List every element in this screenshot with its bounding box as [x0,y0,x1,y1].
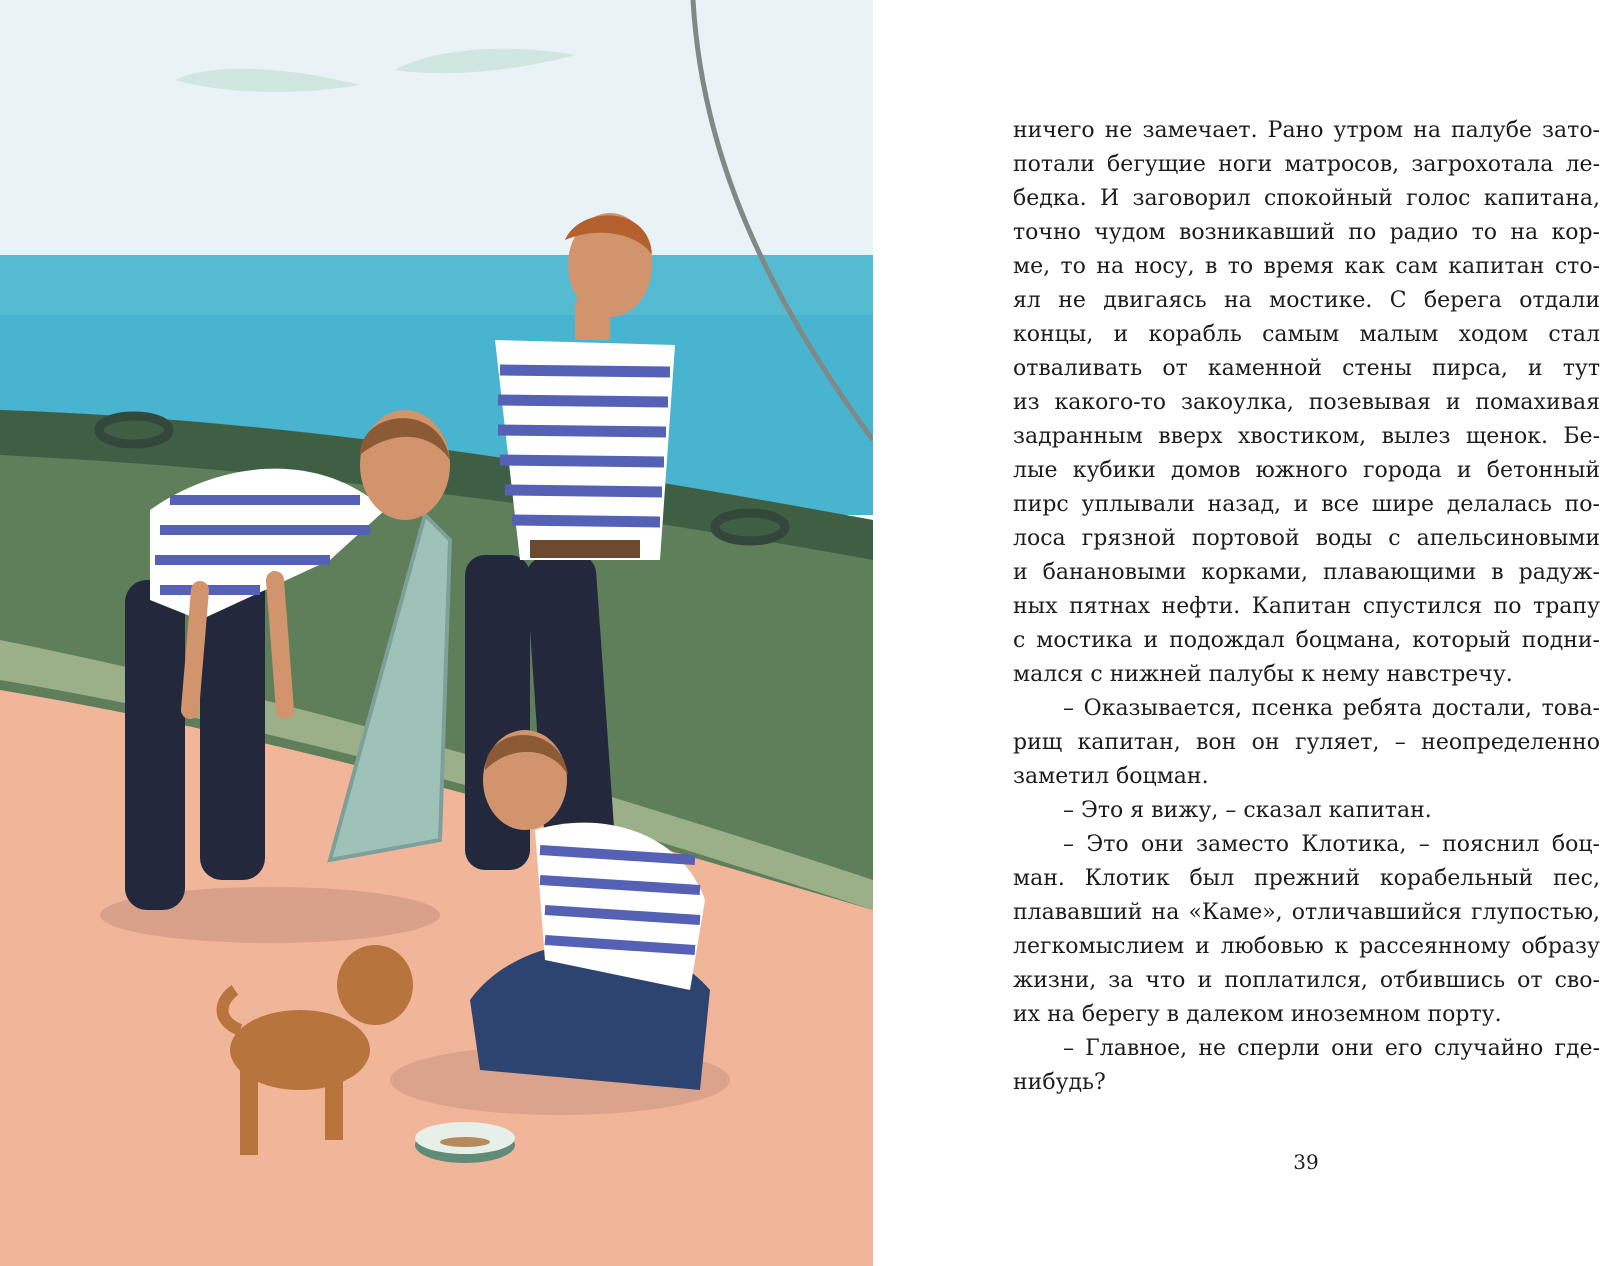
text-line: ных пятнах нефти. Капитан спустился по трапу [1013,594,1600,619]
page-number: 39 [1293,1150,1319,1174]
text-line: и банановыми корками, плавающими в радуж- [1013,560,1600,585]
text-line: лые кубики домов южного города и бетонный [1013,458,1600,483]
text-line: отваливать от каменной стены пирса, и тут [1013,356,1600,381]
text-line: – Это они заместо Клотика, – пояснил боц- [1063,832,1600,857]
text-line: точно чудом возникавший по радио то на кор- [1013,220,1600,245]
text-line: жизни, за что и поплатился, отбившись от сво- [1013,968,1600,993]
text-line: задранным вверх хвостиком, вылез щенок. Бе- [1013,424,1600,449]
text-page [1013,114,1600,1100]
text-line: – Оказывается, псенка ребята достали, това- [1063,696,1600,721]
text-line: плававший на «Каме», отличавшийся глупостью, [1013,900,1600,925]
text-line: из какого-то закоулка, позевывая и помахивая [1013,390,1600,415]
text-line: мался с нижней палубы к нему навстречу. [1013,662,1513,687]
text-line: рищ капитан, вон он гуляет, – неопределенно [1013,730,1600,755]
text-line: пирс уплывали назад, и все шире делалась по- [1013,492,1600,517]
text-line: нибудь? [1013,1070,1106,1095]
text-line: бедка. И заговорил спокойный голос капитана, [1013,186,1600,211]
sky [0,0,873,262]
text-line: – Это я вижу, – сказал капитан. [1063,798,1432,823]
text-line: потали бегущие ноги матросов, загрохотала ле- [1013,152,1600,177]
text-line: ял не двигаясь на мостике. С берега отдали [1013,288,1600,313]
text-line: их на берегу в далеком иноземном порту. [1013,1002,1502,1027]
text-line: с мостика и подождал боцмана, который подни- [1013,628,1600,653]
text-line: ме, то на носу, в то время как сам капитан сто- [1013,254,1600,279]
text-line: ман. Клотик был прежний корабельный пес, [1013,866,1600,891]
text-line: концы, и корабль самым малым ходом стал [1013,322,1600,347]
text-line: заметил боцман. [1013,764,1209,789]
text-line: ничего не замечает. Рано утром на палубе зато- [1013,118,1600,143]
text-line: – Главное, не сперли они его случайно где- [1063,1036,1600,1061]
text-line: легкомыслием и любовью к рассеянному образу [1013,934,1600,959]
food-bowl [415,1122,515,1163]
text-line: лоса грязной портовой воды с апельсиновыми [1013,526,1600,551]
